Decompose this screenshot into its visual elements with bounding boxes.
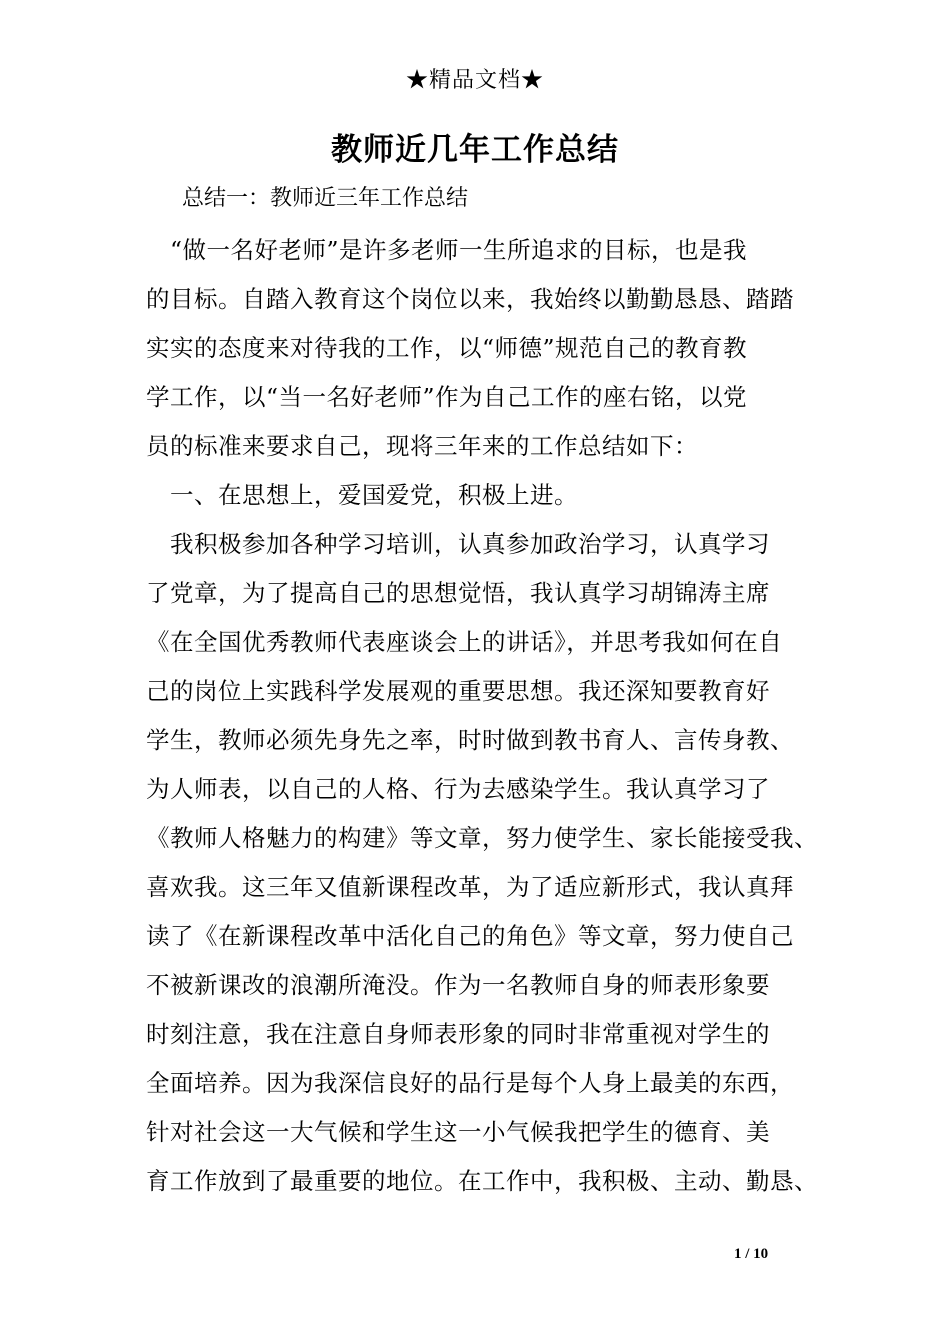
text-line: 己的岗位上实践科学发展观的重要思想。我还深知要教育好 <box>146 677 770 705</box>
text-line: 了党章，为了提高自己的思想觉悟，我认真学习胡锦涛主席 <box>146 579 770 607</box>
text-line: 全面培养。因为我深信良好的品行是每个人身上最美的东西， <box>146 1069 794 1097</box>
text-line: 育工作放到了最重要的地位。在工作中，我积极、主动、勤恳、 <box>146 1167 818 1195</box>
text-line: 《教师人格魅力的构建》等文章，努力使学生、家长能接受我、 <box>146 824 818 852</box>
text-line: 我积极参加各种学习培训，认真参加政治学习，认真学习 <box>170 530 770 558</box>
text-line: 学工作，以“当一名好老师”作为自己工作的座右铭，以党 <box>146 383 748 411</box>
text-line: 学生，教师必须先身先之率，时时做到教书育人、言传身教、 <box>146 726 794 754</box>
text-line: 喜欢我。这三年又值新课程改革，为了适应新形式，我认真拜 <box>146 873 794 901</box>
text-line: 为人师表，以自己的人格、行为去感染学生。我认真学习了 <box>146 775 770 803</box>
page-number: 1 / 10 <box>734 1246 769 1262</box>
document-subtitle: 总结一：教师近三年工作总结 <box>182 186 469 211</box>
header-mark: ★精品文档★ <box>405 68 544 93</box>
section-heading: 一、在思想上，爱国爱党，积极上进。 <box>170 481 578 509</box>
text-line: 的目标。自踏入教育这个岗位以来，我始终以勤勤恳恳、踏踏 <box>146 285 794 313</box>
text-line: “做一名好老师”是许多老师一生所追求的目标，也是我 <box>170 236 748 264</box>
text-line: 读了《在新课程改革中活化自己的角色》等文章，努力使自己 <box>146 922 794 950</box>
body-text <box>146 232 822 1212</box>
text-line: 实实的态度来对待我的工作，以“师德”规范自己的教育教 <box>146 334 748 362</box>
text-line: 针对社会这一大气候和学生这一小气候我把学生的德育、美 <box>146 1118 770 1146</box>
text-line: 时刻注意，我在注意自身师表形象的同时非常重视对学生的 <box>146 1020 770 1048</box>
text-line: 不被新课改的浪潮所淹没。作为一名教师自身的师表形象要 <box>146 971 770 999</box>
text-line: 员的标准来要求自己，现将三年来的工作总结如下： <box>146 432 698 460</box>
document-title: 教师近几年工作总结 <box>331 132 619 168</box>
text-line: 《在全国优秀教师代表座谈会上的讲话》，并思考我如何在自 <box>146 628 783 656</box>
